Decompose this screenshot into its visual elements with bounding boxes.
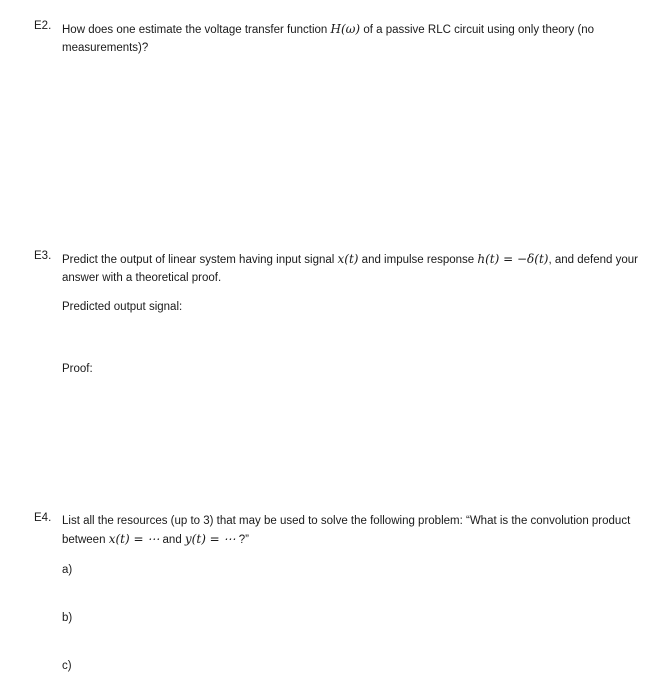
math-expression: x(t) [337,252,359,266]
question-text-part: of a passive RLC circuit using only theory (no measurements)? [62,24,595,54]
predicted-output-label: Predicted output signal: [62,301,183,313]
math-expression: h(t) = −δ(t) [477,252,549,266]
question-text-part: Predict the output of linear system having input signal [62,254,338,266]
question-text [62,250,639,287]
question-text [62,512,639,549]
question-text-part: ?” [235,534,249,546]
math-expression: H(ω) [330,22,361,36]
question-text-part: , and defend your answer with a theoretical proof. [62,254,638,284]
question-text-part: List all the resources (up to 3) that may be used to solve the following problem: “What is the convolution product between [62,515,631,546]
question-text-part: How does one estimate the voltage transfer function [62,24,331,36]
answer-item-b: b) [62,612,73,624]
proof-label: Proof: [62,363,93,375]
question-text-part: and [159,534,185,546]
math-expression: x(t) = ⋯ [108,532,160,546]
question-number: E3. [34,250,52,262]
answer-item-c: c) [62,660,72,672]
answer-item-a: a) [62,564,73,576]
question-e3 [34,250,639,287]
question-e4 [34,512,639,549]
question-e2 [34,20,639,57]
question-text-part: and impulse response [358,254,478,266]
question-text [62,20,639,57]
question-number: E2. [34,20,52,32]
question-number: E4. [34,512,52,524]
math-expression: y(t) = ⋯ [184,532,236,546]
